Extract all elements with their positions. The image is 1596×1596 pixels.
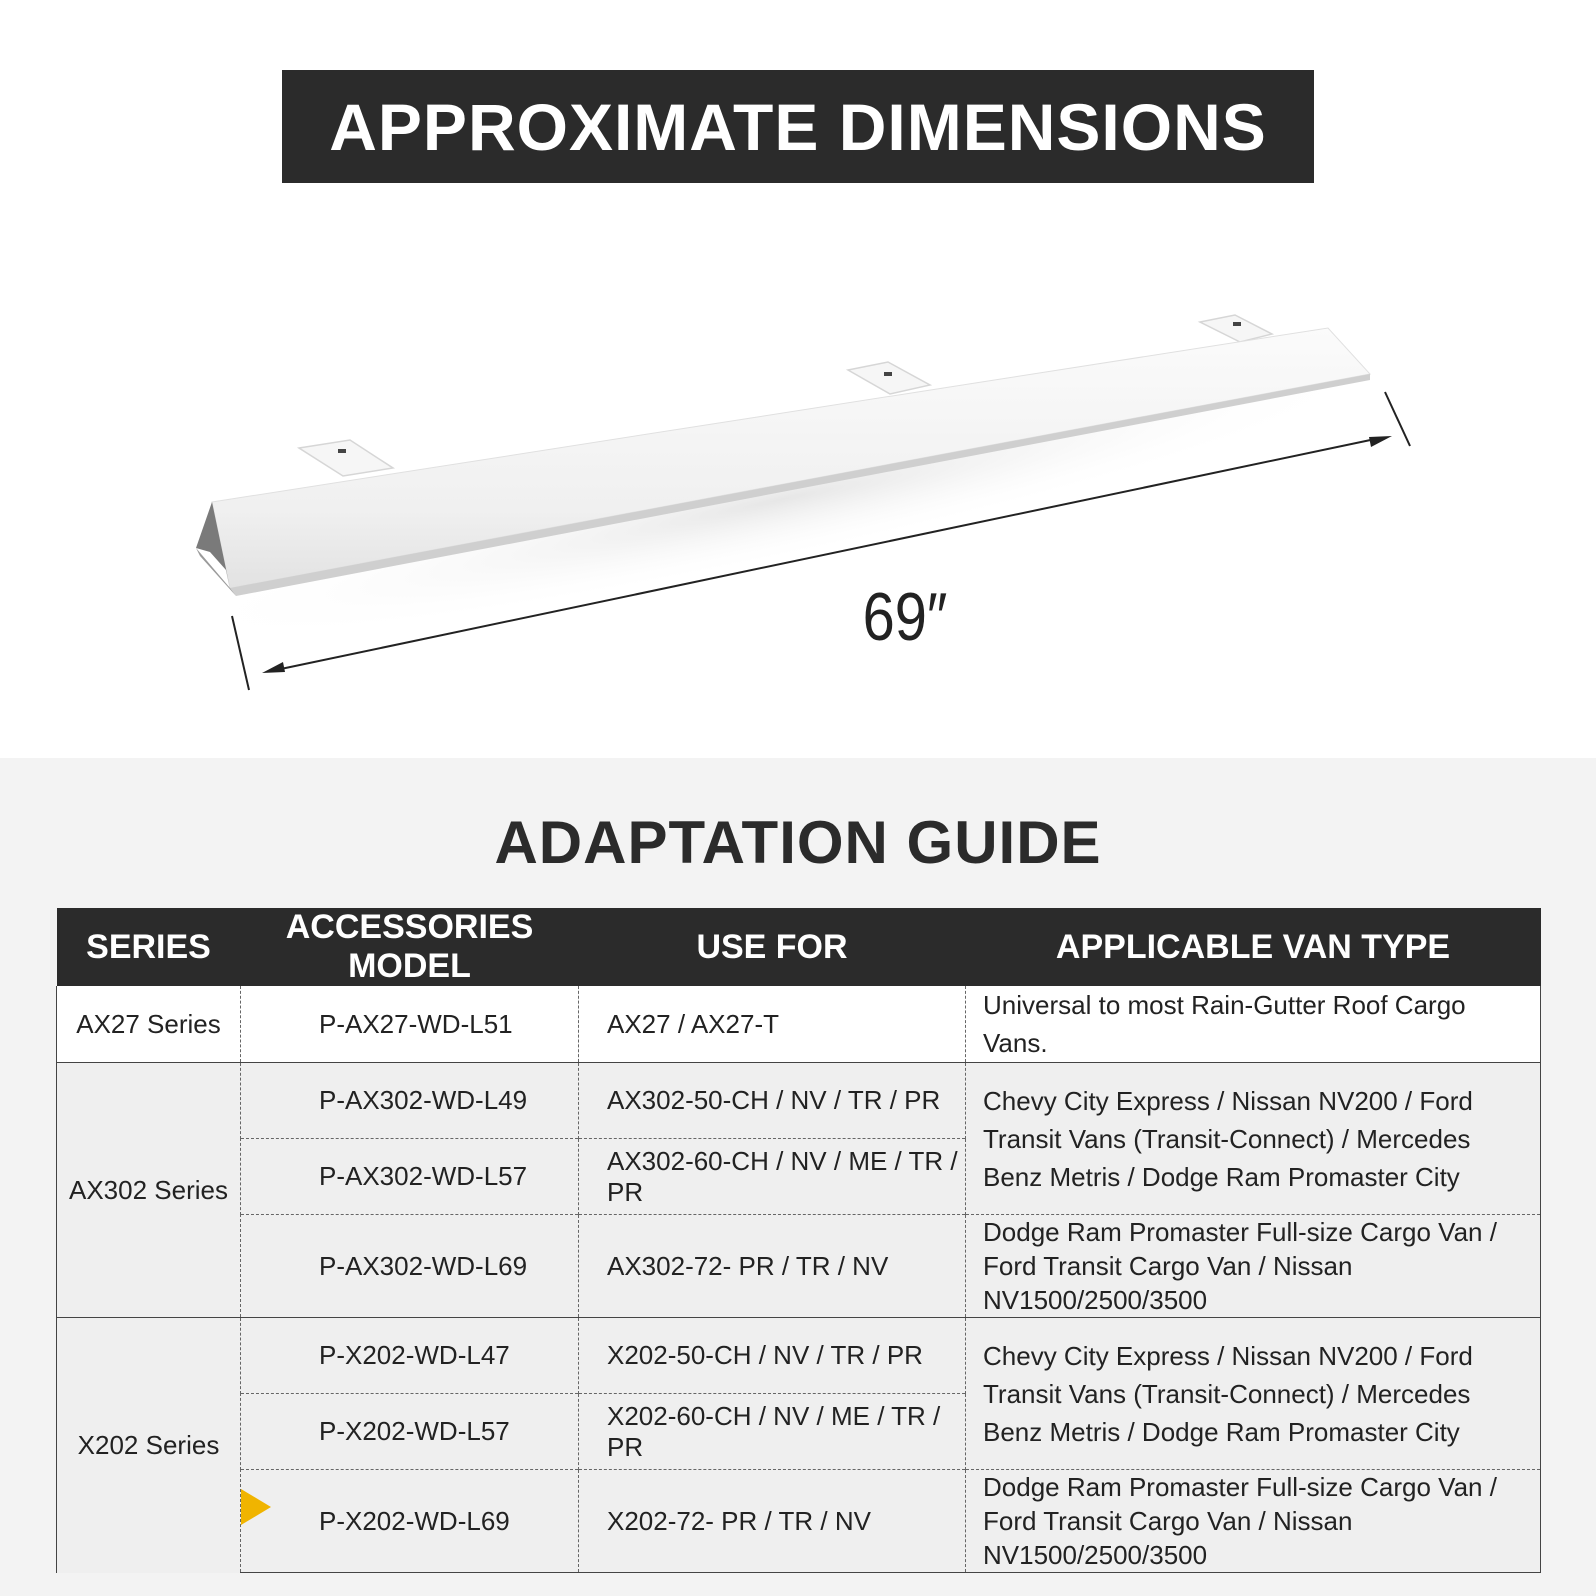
model-cell: P-X202-WD-L47 xyxy=(241,1318,579,1394)
table-row xyxy=(57,1063,1541,1139)
table-row xyxy=(57,1215,1541,1318)
table-row-highlighted xyxy=(57,1470,1541,1573)
dimensions-title: APPROXIMATE DIMENSIONS xyxy=(282,70,1314,183)
series-cell: AX27 Series xyxy=(57,986,241,1063)
van-type-cell: Chevy City Express / Nissan NV200 / Ford Transit Vans (Transit-Connect) / Mercedes Benz Metris / Dodge Ram Promaster City xyxy=(966,1063,1541,1215)
use-for-cell: AX302-60-CH / NV / ME / TR / PR xyxy=(579,1139,966,1215)
van-type-cell: Chevy City Express / Nissan NV200 / Ford Transit Vans (Transit-Connect) / Mercedes Benz Metris / Dodge Ram Promaster City xyxy=(966,1318,1541,1470)
use-for-cell: X202-60-CH / NV / ME / TR / PR xyxy=(579,1394,966,1470)
model-cell xyxy=(241,1470,579,1573)
model-cell: P-AX302-WD-L49 xyxy=(241,1063,579,1139)
header-van-type: APPLICABLE VAN TYPE xyxy=(966,908,1541,986)
van-type-cell: Dodge Ram Promaster Full-size Cargo Van / Ford Transit Cargo Van / Nissan NV1500/2500/3500 xyxy=(966,1470,1541,1573)
table-row xyxy=(57,986,1541,1063)
highlight-arrow-icon xyxy=(241,1489,271,1525)
adaptation-table xyxy=(56,908,1541,1573)
header-accessories-model: ACCESSORIES MODEL xyxy=(241,908,579,986)
table-header-row xyxy=(57,908,1541,986)
model-cell: P-AX302-WD-L57 xyxy=(241,1139,579,1215)
header-series: SERIES xyxy=(57,908,241,986)
bracket-left xyxy=(299,440,393,476)
series-cell: X202 Series xyxy=(57,1318,241,1573)
van-type-cell: Dodge Ram Promaster Full-size Cargo Van / Ford Transit Cargo Van / Nissan NV1500/2500/3500 xyxy=(966,1215,1541,1318)
bracket-middle xyxy=(848,362,930,394)
table-row xyxy=(57,1318,1541,1394)
use-for-cell: X202-72- PR / TR / NV xyxy=(579,1470,966,1573)
header-use-for: USE FOR xyxy=(579,908,966,986)
use-for-cell: X202-50-CH / NV / TR / PR xyxy=(579,1318,966,1394)
guide-title: ADAPTATION GUIDE xyxy=(494,809,1102,876)
adaptation-guide-section xyxy=(0,758,1596,1596)
model-cell: P-X202-WD-L57 xyxy=(241,1394,579,1470)
wind-deflector-image xyxy=(0,280,1596,740)
model-cell: P-AX27-WD-L51 xyxy=(241,986,579,1063)
use-for-cell: AX302-72- PR / TR / NV xyxy=(579,1215,966,1318)
use-for-cell: AX302-50-CH / NV / TR / PR xyxy=(579,1063,966,1139)
series-cell: AX302 Series xyxy=(57,1063,241,1318)
length-label: 69″ xyxy=(862,579,948,655)
dimensions-section xyxy=(0,0,1596,758)
use-for-cell: AX27 / AX27-T xyxy=(579,986,966,1063)
model-cell: P-AX302-WD-L69 xyxy=(241,1215,579,1318)
van-type-cell: Universal to most Rain-Gutter Roof Cargo Vans. xyxy=(966,986,1541,1063)
model-label: P-X202-WD-L69 xyxy=(319,1505,510,1536)
